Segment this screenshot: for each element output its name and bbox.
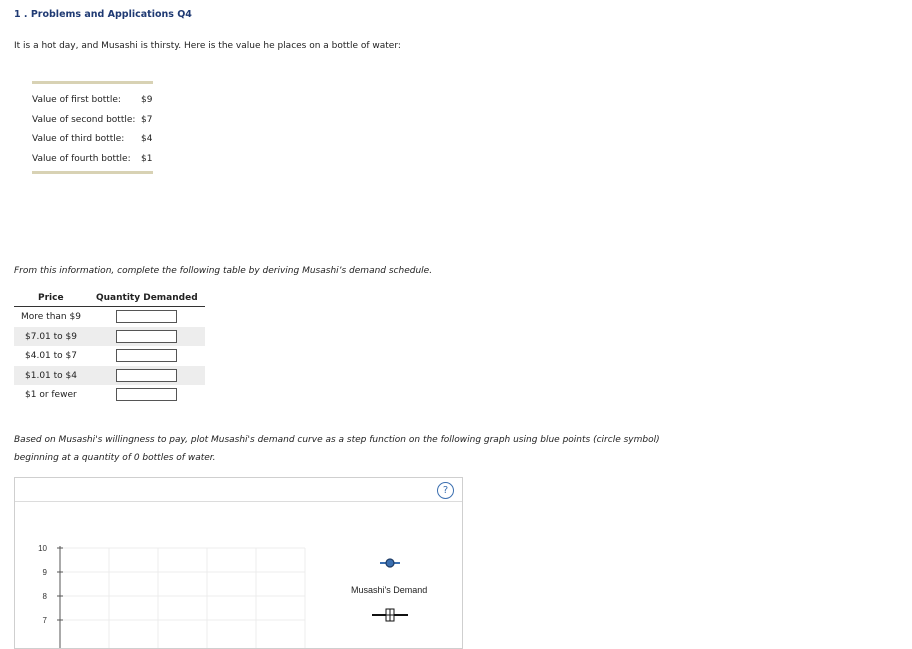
price-cell: $7.01 to $9 (25, 331, 77, 342)
table-row (14, 307, 205, 327)
values-bottom-rule (32, 171, 153, 174)
demand-graph[interactable] (15, 478, 462, 648)
help-icon[interactable]: ? (437, 482, 454, 499)
y-tick-label: 7 (42, 616, 47, 625)
legend-label: Musashi's Demand (351, 585, 428, 595)
value-row (32, 113, 162, 133)
value-amount: $4 (141, 134, 153, 144)
value-label: Value of second bottle: (32, 114, 136, 125)
table-row (14, 346, 205, 366)
quantity-input[interactable] (116, 330, 177, 343)
value-amount: $7 (141, 114, 153, 125)
price-cell: $4.01 to $7 (25, 351, 77, 361)
value-amount: $1 (141, 153, 153, 164)
y-tick-label: 10 (38, 544, 47, 553)
legend-point-tool[interactable] (380, 559, 400, 567)
price-cell: $1 or fewer (25, 390, 77, 400)
plot-instruction-line-1: Based on Musashi's willingness to pay, plot Musashi's demand curve as a step function on the following graph using blue points (circle symbol) (14, 435, 660, 445)
value-amount: $9 (141, 95, 153, 105)
value-label: Value of first bottle: (32, 95, 121, 105)
value-label: Value of fourth bottle: (32, 153, 131, 164)
quantity-column-header: Quantity Demanded (96, 293, 198, 303)
table-row (14, 385, 205, 405)
quantity-input[interactable] (116, 369, 177, 382)
legend-line-tool[interactable] (372, 609, 408, 621)
problem-title: 1 . Problems and Applications Q4 (14, 9, 192, 20)
quantity-input[interactable] (116, 310, 177, 323)
grid (60, 548, 305, 648)
values-top-rule (32, 81, 153, 84)
value-label: Value of third bottle: (32, 134, 125, 144)
values-list (32, 93, 162, 171)
y-tick-label: 8 (42, 592, 47, 601)
graph-panel[interactable] (14, 477, 463, 649)
price-column-header: Price (38, 293, 64, 303)
quantity-input[interactable] (116, 388, 177, 401)
table-row (14, 366, 205, 386)
y-tick-label: 9 (42, 568, 47, 577)
price-cell: $1.01 to $4 (25, 370, 77, 381)
value-row (32, 152, 162, 172)
schedule-instruction: From this information, complete the following table by deriving Musashi’s demand schedule. (14, 266, 433, 276)
blue-circle-marker-icon[interactable] (386, 559, 394, 567)
intro-text: It is a hot day, and Musashi is thirsty. Here is the value he places on a bottle of water: (14, 41, 401, 51)
table-row (14, 327, 205, 347)
value-row (32, 93, 162, 113)
value-row (32, 132, 162, 152)
quantity-input[interactable] (116, 349, 177, 362)
table-header-row (14, 291, 205, 307)
plot-instruction-line-2: beginning at a quantity of 0 bottles of water. (14, 453, 216, 463)
demand-schedule-table (14, 291, 205, 405)
price-cell: More than $9 (21, 312, 81, 322)
